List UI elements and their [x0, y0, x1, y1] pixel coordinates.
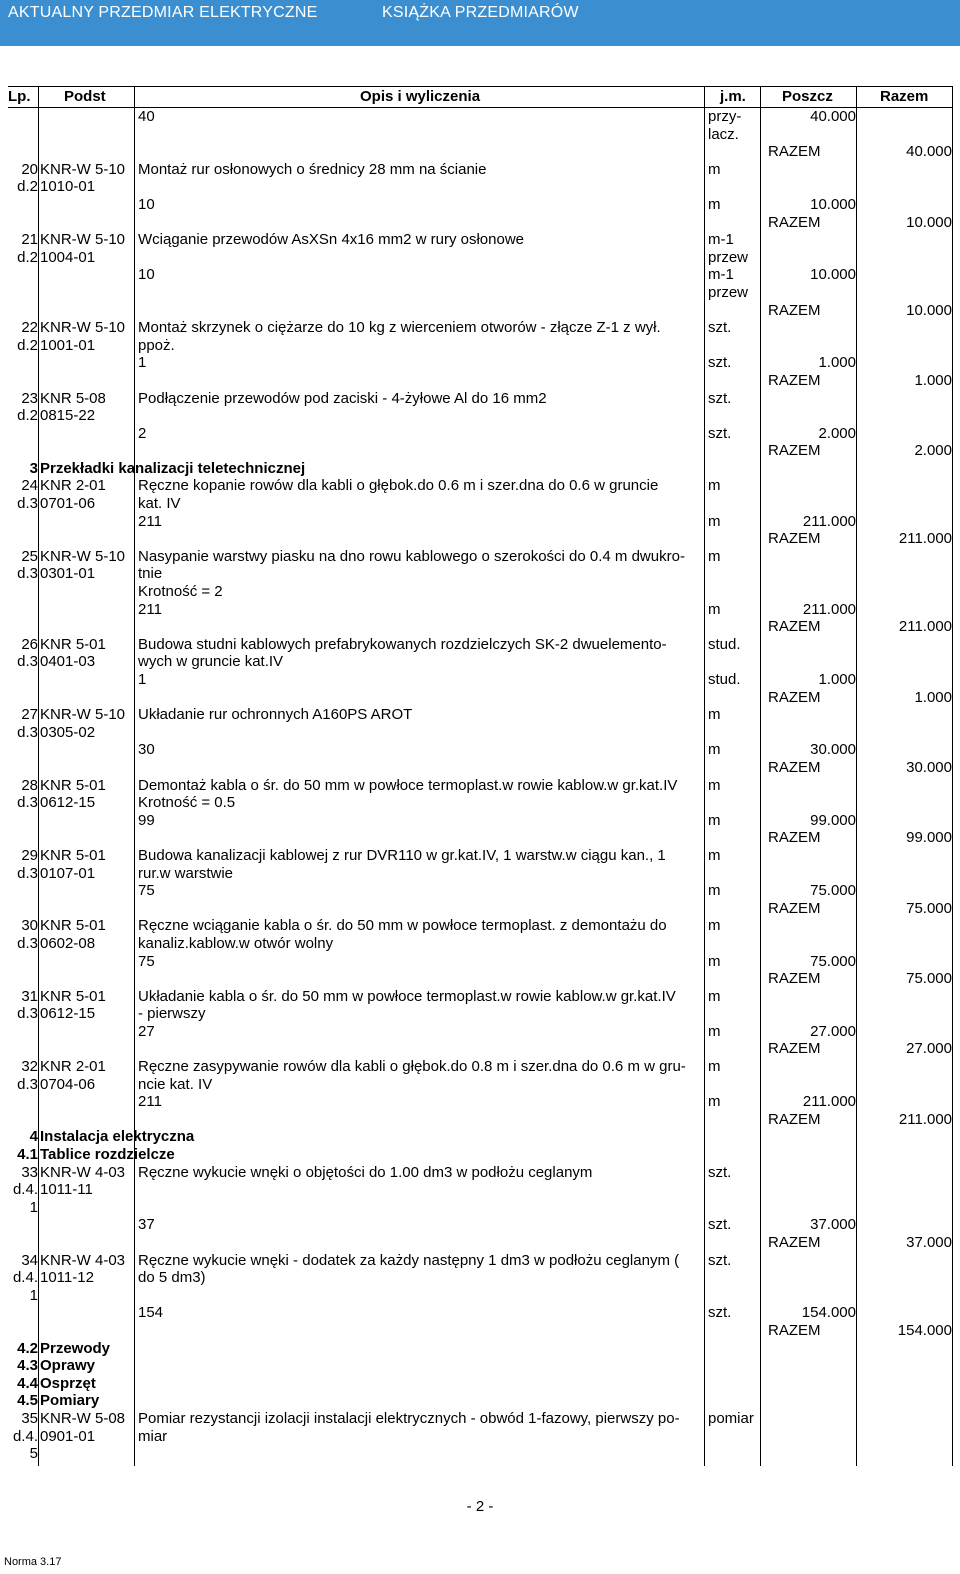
razem-label: RAZEM [768, 970, 821, 988]
razem-value: 154.000 [897, 1321, 952, 1339]
razem-label: RAZEM [768, 899, 821, 917]
section-heading-row [8, 1357, 953, 1375]
row-lp: d.2 [17, 248, 38, 266]
table-row [8, 829, 953, 847]
row-podst: 1011-12 [40, 1269, 94, 1287]
row-lp: d.3 [17, 794, 38, 812]
table-row [8, 636, 953, 654]
table-row [8, 214, 953, 232]
table-row [8, 319, 953, 337]
row-podst: KNR 2-01 [40, 1058, 106, 1076]
row-opis: kanaliz.kablow.w otwór wolny [138, 934, 334, 952]
row-podst: KNR 5-08 [40, 389, 106, 407]
table-row [8, 548, 953, 566]
row-opis: 211 [138, 600, 162, 618]
row-opis: Ręczne wykucie wnęki - dodatek za każdy następny 1 dm3 w podłożu ceglanym ( [138, 1251, 680, 1269]
table-row [8, 1040, 953, 1058]
table-row [8, 988, 953, 1006]
table-row [8, 1076, 953, 1094]
row-lp: 20 [21, 160, 38, 178]
row-podst: 0901-01 [40, 1427, 96, 1445]
row-lp: 4 [29, 1128, 38, 1146]
row-jm: szt. [708, 1304, 732, 1322]
row-poszcz: 211.000 [802, 1093, 856, 1111]
razem-value: 211.000 [898, 530, 952, 548]
table-row [8, 390, 953, 408]
row-poszcz: 2.000 [818, 424, 856, 442]
row-opis: ppoż. [138, 336, 175, 354]
row-lp: 23 [21, 389, 38, 407]
row-jm: m [708, 600, 721, 618]
table-row [8, 337, 953, 355]
razem-label: RAZEM [768, 301, 821, 319]
row-lp: 31 [21, 987, 38, 1005]
row-jm: stud. [708, 671, 741, 688]
row-podst: 0602-08 [40, 934, 96, 952]
row-lp: 1 [29, 1286, 38, 1304]
table-row [8, 653, 953, 671]
table-row [8, 565, 953, 583]
row-opis: Krotność = 0.5 [138, 794, 236, 812]
row-lp: 4.3 [17, 1357, 38, 1375]
table-row [8, 900, 953, 918]
row-opis: Układanie rur ochronnych A160PS AROT [138, 706, 413, 724]
row-jm: m [708, 987, 721, 1005]
table-row [8, 917, 953, 935]
row-poszcz: 75.000 [810, 952, 856, 970]
razem-value: 2.000 [914, 442, 952, 460]
table-row [8, 513, 953, 531]
table-row [8, 935, 953, 953]
razem-label: RAZEM [768, 213, 821, 231]
table-row [8, 284, 953, 302]
razem-value: 30.000 [906, 758, 952, 776]
row-lp: d.3 [17, 565, 38, 583]
row-opis: wych w gruncie kat.IV [138, 653, 284, 671]
row-podst: KNR-W 5-10 [40, 231, 126, 249]
table-row [8, 583, 953, 601]
table-row [8, 1181, 953, 1199]
razem-label: RAZEM [768, 1040, 821, 1058]
razem-label: RAZEM [768, 758, 821, 776]
table-row [8, 1445, 953, 1463]
table-row [8, 1023, 953, 1041]
row-lp: 29 [21, 846, 38, 864]
row-podst: KNR 5-01 [40, 635, 106, 653]
razem-value: 40.000 [906, 143, 952, 161]
table-row [8, 601, 953, 619]
row-podst: KNR-W 5-10 [40, 160, 126, 178]
razem-label: RAZEM [768, 371, 821, 389]
col-header-razem: Razem [880, 88, 929, 105]
row-opis: 40 [138, 108, 155, 125]
table-row [8, 495, 953, 513]
table-row [8, 1252, 953, 1270]
row-opis: 154 [138, 1304, 164, 1322]
razem-value: 75.000 [906, 899, 952, 917]
row-poszcz: 211.000 [802, 600, 856, 618]
table-row [8, 865, 953, 883]
row-jm: pomiar [708, 1409, 754, 1427]
row-opis: Montaż rur osłonowych o średnicy 28 mm na ścianie [138, 160, 487, 178]
table-row [8, 1428, 953, 1446]
row-podst: 1011-11 [40, 1181, 93, 1199]
row-jm: szt. [708, 354, 732, 372]
row-opis: Budowa kanalizacji kablowej z rur DVR110 w gr.kat.IV, 1 warstw.w ciągu kan., 1 [138, 846, 666, 864]
table-row [8, 161, 953, 179]
row-lp: d.2 [17, 178, 38, 196]
row-jm: m-1 [708, 266, 734, 284]
row-poszcz: 10.000 [810, 266, 856, 284]
row-opis: Demontaż kabla o śr. do 50 mm w powłoce termoplast.w rowie kablow.w gr.kat.IV [138, 776, 678, 794]
table-row [8, 1199, 953, 1217]
table-row [8, 1111, 953, 1129]
col-header-lp: Lp. [8, 88, 31, 105]
row-opis: - pierwszy [138, 1005, 206, 1023]
row-opis: rur.w warstwie [138, 864, 234, 882]
row-lp: d.2 [17, 407, 38, 425]
table-row [8, 407, 953, 425]
section-heading-row [8, 460, 953, 478]
row-lp: d.4. [12, 1427, 38, 1445]
col-header-podst: Podst [64, 88, 106, 105]
row-opis: Ręczne wykucie wnęki o objętości do 1.00 dm3 w podłożu ceglanym [138, 1163, 593, 1181]
row-jm: m [708, 917, 721, 935]
row-opis: kat. IV [138, 495, 181, 513]
row-podst: 0701-06 [40, 495, 96, 513]
row-jm: m [708, 477, 721, 495]
razem-value: 27.000 [906, 1040, 952, 1058]
table-row [8, 794, 953, 812]
section-heading-row [8, 1375, 953, 1393]
row-jm: szt. [708, 319, 732, 337]
table-row [8, 477, 953, 495]
row-lp: 35 [21, 1409, 38, 1427]
row-lp: d.3 [17, 653, 38, 671]
table-row [8, 231, 953, 249]
row-jm: szt. [708, 1216, 732, 1234]
row-opis: 211 [138, 1093, 162, 1111]
table-row [8, 741, 953, 759]
row-jm: szt. [708, 424, 732, 442]
row-opis: 75 [138, 882, 155, 900]
row-lp: 4.1 [17, 1146, 38, 1164]
table-row [8, 1269, 953, 1287]
row-jm: szt. [708, 1163, 732, 1181]
row-poszcz: 99.000 [810, 811, 856, 829]
table-row [8, 143, 953, 161]
row-lp: 34 [21, 1251, 38, 1269]
row-podst: Pomiary [40, 1392, 100, 1410]
estimate-table [8, 86, 953, 1463]
row-podst: 0815-22 [40, 407, 96, 425]
row-lp: 5 [29, 1445, 38, 1463]
row-jm: m [708, 1022, 721, 1040]
row-podst: KNR 2-01 [40, 477, 106, 495]
razem-label: RAZEM [768, 442, 821, 460]
table-row [8, 1287, 953, 1305]
row-poszcz: 30.000 [810, 741, 856, 759]
row-jm: m [708, 706, 721, 724]
row-lp: 22 [21, 319, 38, 337]
row-jm: szt. [708, 389, 732, 407]
row-opis: Nasypanie warstwy piasku na dno rowu kablowego o szerokości do 0.4 m dwukro- [138, 547, 685, 565]
row-podst: 0612-15 [40, 1005, 96, 1023]
table-row [8, 108, 953, 126]
row-podst: KNR-W 4-03 [40, 1163, 126, 1181]
razem-label: RAZEM [768, 1321, 821, 1339]
row-podst: Instalacja elektryczna [40, 1128, 195, 1146]
row-opis: 75 [138, 952, 155, 970]
row-jm: m [708, 776, 721, 794]
row-podst: Osprzęt [40, 1374, 96, 1392]
row-podst: KNR 5-01 [40, 987, 106, 1005]
book-title: KSIĄŻKA PRZEDMIARÓW [382, 4, 579, 21]
row-poszcz: 211.000 [802, 512, 856, 530]
row-opis: 1 [138, 354, 147, 372]
row-lp: 4.2 [17, 1339, 38, 1357]
top-banner [0, 0, 960, 46]
row-poszcz: 1.000 [818, 354, 856, 372]
razem-label: RAZEM [768, 1110, 821, 1128]
row-jm: m [708, 811, 721, 829]
row-podst: 0305-02 [40, 723, 96, 741]
razem-value: 99.000 [906, 829, 952, 847]
section-heading-row [8, 1340, 953, 1358]
row-jm: m [708, 846, 721, 864]
row-opis: 99 [138, 811, 155, 829]
row-opis: 10 [138, 195, 155, 213]
row-opis: Układanie kabla o śr. do 50 mm w powłoce termoplast.w rowie kablow.w gr.kat.IV [138, 987, 676, 1005]
row-jm: przew [708, 248, 749, 266]
row-podst: KNR-W 5-10 [40, 319, 126, 337]
document-title: AKTUALNY PRZEDMIAR ELEKTRYCZNE [8, 4, 318, 21]
row-podst: 0301-01 [40, 565, 96, 583]
row-jm: m [708, 1093, 721, 1111]
row-lp: d.3 [17, 1075, 38, 1093]
razem-label: RAZEM [768, 143, 821, 161]
row-jm: m [708, 547, 721, 565]
row-poszcz: 10.000 [810, 195, 856, 213]
table-row [8, 1410, 953, 1428]
row-jm: przy- [708, 108, 742, 125]
row-poszcz: 40.000 [810, 108, 856, 125]
row-lp: 4.4 [17, 1374, 38, 1392]
row-jm: przew [708, 283, 749, 301]
section-heading-row [8, 1392, 953, 1410]
col-header-opis: Opis i wyliczenia [360, 88, 481, 105]
software-version: Norma 3.17 [4, 1556, 62, 1568]
row-opis: Ręczne kopanie rowów dla kabli o głębok.do 0.6 m i szer.dna do 0.6 w gruncie [138, 477, 659, 495]
row-jm: stud. [708, 635, 741, 653]
table-row [8, 759, 953, 777]
row-opis: Ręczne wciąganie kabla o śr. do 50 mm w powłoce termoplast. z demontażu do [138, 917, 667, 935]
table-row [8, 302, 953, 320]
row-lp: 1 [29, 1198, 38, 1216]
table-row [8, 530, 953, 548]
row-jm: m [708, 512, 721, 530]
row-podst: KNR-W 5-10 [40, 706, 126, 724]
row-lp: 21 [21, 231, 38, 249]
table-row [8, 425, 953, 443]
row-lp: 28 [21, 776, 38, 794]
row-podst: Tablice rozdzielcze [40, 1146, 175, 1164]
row-opis: Krotność = 2 [138, 583, 223, 601]
row-podst: Oprawy [40, 1357, 96, 1375]
table-row [8, 196, 953, 214]
table-row [8, 354, 953, 372]
table-row [8, 1093, 953, 1111]
row-podst: KNR 5-01 [40, 776, 106, 794]
razem-label: RAZEM [768, 829, 821, 847]
row-podst: 0401-03 [40, 653, 96, 671]
row-podst: 0704-06 [40, 1075, 96, 1093]
row-lp: d.2 [17, 336, 38, 354]
row-opis: ncie kat. IV [138, 1075, 213, 1093]
razem-label: RAZEM [768, 530, 821, 548]
razem-value: 75.000 [906, 970, 952, 988]
row-lp: d.3 [17, 864, 38, 882]
table-row [8, 178, 953, 196]
table-row [8, 1164, 953, 1182]
row-jm: lacz. [708, 125, 739, 143]
table-header [8, 86, 953, 108]
row-poszcz: 1.000 [818, 671, 856, 688]
razem-value: 10.000 [906, 301, 952, 319]
row-opis: Wciąganie przewodów AsXSn 4x16 mm2 w rury osłonowe [138, 231, 525, 249]
row-lp: 4.5 [17, 1392, 38, 1410]
table-row [8, 847, 953, 865]
row-poszcz: 37.000 [810, 1216, 856, 1234]
table-row [8, 1058, 953, 1076]
section-heading-row [8, 1146, 953, 1164]
row-poszcz: 75.000 [810, 882, 856, 900]
row-opis: miar [138, 1427, 168, 1445]
table-row [8, 1304, 953, 1322]
table-row [8, 266, 953, 284]
row-lp: 26 [21, 635, 38, 653]
row-jm: m [708, 195, 721, 213]
row-opis: 27 [138, 1022, 155, 1040]
row-jm: m [708, 882, 721, 900]
row-opis: do 5 dm3) [138, 1269, 206, 1287]
row-opis: tnie [138, 565, 163, 583]
table-row [8, 724, 953, 742]
table-row [8, 249, 953, 267]
razem-value: 1.000 [914, 371, 952, 389]
row-podst: Przekładki kanalizacji teletechnicznej [40, 459, 306, 477]
table-row [8, 671, 953, 689]
razem-value: 211.000 [898, 618, 952, 636]
row-podst: 0107-01 [40, 864, 96, 882]
col-header-jm: j.m. [720, 88, 746, 105]
row-poszcz: 27.000 [810, 1022, 856, 1040]
row-opis: 211 [138, 512, 162, 530]
row-lp: d.3 [17, 495, 38, 513]
row-opis: 37 [138, 1216, 155, 1234]
row-lp: 24 [21, 477, 38, 495]
table-row [8, 1322, 953, 1340]
row-opis: 30 [138, 741, 155, 759]
row-podst: 0612-15 [40, 794, 96, 812]
razem-label: RAZEM [768, 688, 821, 706]
row-podst: 1001-01 [40, 336, 96, 354]
table-row [8, 618, 953, 636]
table-body [8, 108, 953, 1463]
razem-label: RAZEM [768, 1234, 821, 1251]
table-row [8, 126, 953, 144]
section-heading-row [8, 1128, 953, 1146]
page-number: - 2 - [466, 1498, 494, 1515]
row-podst: KNR-W 4-03 [40, 1251, 126, 1269]
razem-label: RAZEM [768, 618, 821, 636]
col-header-poszcz: Poszcz [782, 88, 833, 105]
table-row [8, 882, 953, 900]
row-podst: 1004-01 [40, 248, 96, 266]
row-opis: Ręczne zasypywanie rowów dla kabli o głębok.do 0.8 m i szer.dna do 0.6 m w gru- [138, 1058, 686, 1076]
row-opis: Montaż skrzynek o ciężarze do 10 kg z wierceniem otworów - złącze Z-1 z wył. [138, 319, 661, 337]
row-lp: 33 [21, 1163, 38, 1181]
row-lp: d.4. [12, 1181, 38, 1199]
row-podst: Przewody [40, 1339, 111, 1357]
razem-value: 1.000 [914, 688, 952, 706]
row-opis: Budowa studni kablowych prefabrykowanych rozdzielczych SK-2 dwuelemento- [138, 635, 667, 653]
row-lp: d.3 [17, 934, 38, 952]
row-opis: 2 [138, 424, 147, 442]
row-jm: m [708, 741, 721, 759]
table-row [8, 706, 953, 724]
row-podst: KNR-W 5-08 [40, 1409, 126, 1427]
table-row [8, 1234, 953, 1252]
row-jm: m [708, 160, 721, 178]
razem-value: 37.000 [906, 1234, 952, 1251]
row-podst: KNR 5-01 [40, 917, 106, 935]
table-row [8, 372, 953, 390]
row-lp: 27 [21, 706, 38, 724]
row-lp: 30 [21, 917, 38, 935]
row-opis: 1 [138, 671, 147, 688]
table-row [8, 970, 953, 988]
table-row [8, 689, 953, 707]
table-row [8, 442, 953, 460]
row-podst: KNR-W 5-10 [40, 547, 126, 565]
row-jm: m [708, 952, 721, 970]
row-podst: KNR 5-01 [40, 846, 106, 864]
row-jm: m [708, 1058, 721, 1076]
row-lp: 32 [21, 1058, 38, 1076]
table-row [8, 1005, 953, 1023]
row-lp: d.3 [17, 1005, 38, 1023]
row-jm: m-1 [708, 231, 734, 249]
row-lp: d.4. [12, 1269, 38, 1287]
table-row [8, 1216, 953, 1234]
razem-value: 211.000 [898, 1110, 952, 1128]
row-lp: 3 [29, 459, 38, 477]
row-opis: 10 [138, 266, 155, 284]
razem-value: 10.000 [906, 213, 952, 231]
row-lp: d.3 [17, 723, 38, 741]
row-lp: 25 [21, 547, 38, 565]
row-jm: szt. [708, 1251, 732, 1269]
table-row [8, 953, 953, 971]
table-row [8, 777, 953, 795]
row-opis: Pomiar rezystancji izolacji instalacji elektrycznych - obwód 1-fazowy, pierwszy po- [138, 1409, 680, 1427]
table-row [8, 812, 953, 830]
row-podst: 1010-01 [40, 178, 96, 196]
row-poszcz: 154.000 [801, 1304, 856, 1322]
row-opis: Podłączenie przewodów pod zaciski - 4-żyłowe Al do 16 mm2 [138, 389, 547, 407]
